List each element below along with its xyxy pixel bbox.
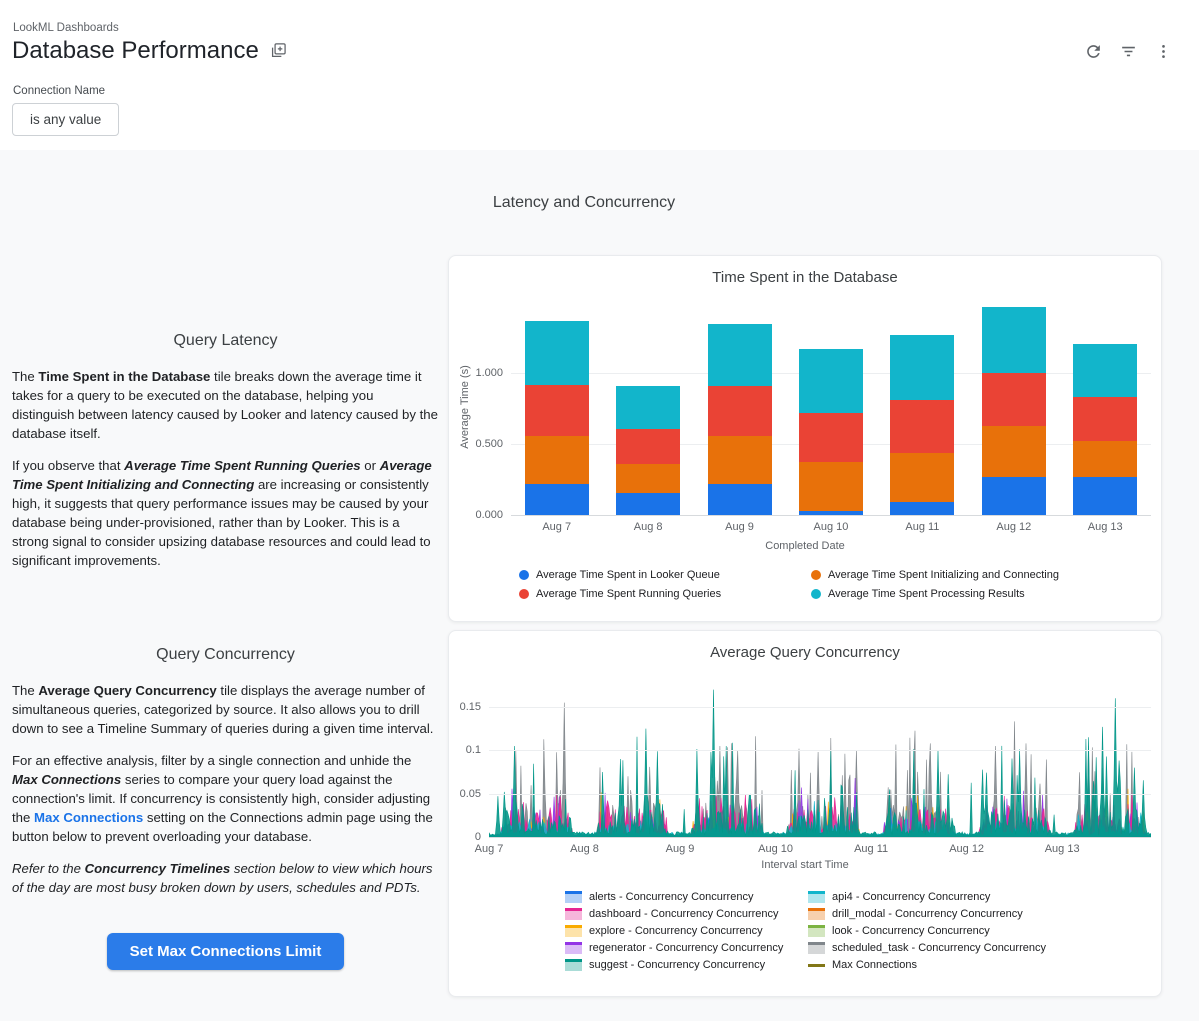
legend-swatch-icon (565, 942, 582, 954)
set-max-connections-button[interactable]: Set Max Connections Limit (107, 933, 345, 970)
area-chart-plot[interactable] (489, 687, 1151, 837)
x-tick-label: Aug 8 (570, 843, 599, 855)
x-tick-label: Aug 13 (1087, 521, 1123, 533)
text-run: or (360, 458, 380, 473)
legend-dot-icon (811, 570, 821, 580)
bar-segment[interactable] (982, 307, 1046, 372)
text-run: Average Time Spent Running Queries (124, 458, 361, 473)
bar-segment[interactable] (890, 502, 954, 515)
copy-dashboard-icon[interactable] (268, 41, 288, 61)
bar-Aug 7[interactable] (525, 321, 589, 515)
gridline (489, 750, 1151, 751)
y-tick-label: 0.000 (475, 509, 503, 521)
legend-item[interactable] (811, 588, 1059, 600)
bar-segment[interactable] (1073, 397, 1137, 441)
cta-wrap (12, 933, 439, 970)
x-tick-label: Aug 11 (905, 521, 940, 533)
text-run: The (12, 683, 39, 698)
bar-segment[interactable] (890, 453, 954, 503)
text-run: tile breaks down the average time it takes for a query to be executed on the database, helping you distinguish between latency caused by Looker and latency caused by the database itself. (12, 369, 438, 441)
x-axis-ticks (511, 521, 1151, 533)
legend-item[interactable] (519, 588, 811, 600)
text-run: Average Query Concurrency (38, 683, 217, 698)
legend-item[interactable] (565, 959, 808, 971)
concurrency-chart-card (448, 630, 1162, 997)
bar-segment[interactable] (708, 324, 772, 386)
bar-slot (785, 301, 876, 515)
legend-item[interactable] (519, 569, 811, 581)
legend-item[interactable] (565, 891, 808, 903)
x-axis-label: Interval start Time (761, 859, 849, 871)
query-concurrency-body (12, 681, 439, 897)
y-tick-label: 0.1 (465, 744, 481, 757)
query-latency-tile (12, 332, 439, 583)
legend-item[interactable] (565, 925, 808, 937)
bar-segment[interactable] (616, 464, 680, 493)
x-tick-label: Aug 10 (813, 521, 849, 533)
title-row (12, 37, 288, 65)
paragraph (12, 681, 439, 738)
text-run: For an effective analysis, filter by a single connection and unhide the (12, 753, 412, 768)
chart-legend (565, 891, 1046, 971)
text-run: The (12, 369, 39, 384)
text-run: Average Time Spent Initializing and Connecting (12, 458, 432, 492)
legend-swatch-icon (565, 925, 582, 937)
gridline (489, 707, 1151, 708)
x-tick-label: Aug 7 (474, 843, 504, 855)
page-title: Database Performance (12, 37, 259, 64)
text-run: Refer to the (12, 861, 85, 876)
text-run: Concurrency Timelines (84, 861, 231, 876)
legend-label: Average Time Spent in Looker Queue (536, 569, 720, 581)
legend-label: api4 - Concurrency Concurrency (832, 891, 991, 903)
y-tick-label: 1.000 (475, 367, 503, 380)
x-tick-label: Aug 7 (542, 521, 572, 533)
text-run: are increasing or consistently high, it suggests that query performance issues may be caused by your database being under-provisioned, rather than by Looker. This is a strong signal to consider upsizing database resources and could lead to significant improvements. (12, 477, 431, 568)
max-connections-link[interactable]: Max Connections (34, 810, 144, 825)
filter-icon[interactable] (1119, 42, 1138, 61)
bar-Aug 13[interactable] (1073, 344, 1137, 515)
gridline (489, 794, 1151, 795)
bar-Aug 12[interactable] (982, 307, 1046, 515)
legend-item[interactable] (565, 942, 808, 954)
bar-segment[interactable] (708, 386, 772, 436)
bar-slot (877, 301, 968, 515)
chart-title: Time Spent in the Database (712, 269, 898, 286)
bar-segment[interactable] (890, 400, 954, 452)
header-actions (1084, 42, 1173, 61)
chart-legend (519, 569, 1059, 600)
x-tick-label: Aug 13 (1044, 843, 1080, 855)
chart-title: Average Query Concurrency (710, 644, 900, 661)
x-tick-label: Aug 12 (996, 521, 1032, 533)
y-tick-label: 0.15 (459, 700, 481, 713)
bar-segment[interactable] (616, 493, 680, 515)
gridline (489, 837, 1151, 838)
legend-swatch-icon (808, 964, 825, 967)
legend-dot-icon (811, 589, 821, 599)
legend-swatch-icon (808, 942, 825, 954)
bar-segment[interactable] (1073, 477, 1137, 515)
bar-slot (694, 301, 785, 515)
bar-segment[interactable] (799, 462, 863, 511)
query-latency-body (12, 367, 439, 570)
legend-label: suggest - Concurrency Concurrency (589, 959, 766, 971)
section-heading: Latency and Concurrency (492, 194, 676, 211)
legend-label: Average Time Spent Initializing and Connecting (828, 569, 1059, 581)
text-run: If you observe that (12, 458, 125, 473)
bar-segment[interactable] (525, 484, 589, 515)
bar-Aug 9[interactable] (708, 324, 772, 515)
text-run: series to compare your query load against the connection's limit. If concurrency is consistently high, consider adjusting the (12, 772, 431, 825)
x-tick-label: Aug 11 (854, 843, 889, 855)
bar-segment[interactable] (982, 426, 1046, 477)
bar-segment[interactable] (525, 436, 589, 484)
legend-swatch-icon (565, 908, 582, 920)
kebab-menu-icon[interactable] (1154, 42, 1173, 61)
bar-segment[interactable] (525, 321, 589, 385)
dashboard-area (0, 150, 1199, 1021)
bar-slot (511, 301, 602, 515)
breadcrumb[interactable]: LookML Dashboards (13, 22, 119, 34)
area-series-api4[interactable] (489, 801, 1151, 837)
refresh-icon[interactable] (1084, 42, 1103, 61)
bar-segment[interactable] (799, 511, 863, 515)
bar-chart-plot[interactable] (511, 301, 1151, 515)
legend-swatch-icon (808, 908, 825, 920)
bar-segment[interactable] (799, 349, 863, 413)
legend-label: explore - Concurrency Concurrency (589, 925, 763, 937)
time-spent-chart-card (448, 255, 1162, 622)
legend-item[interactable] (808, 925, 1046, 937)
legend-label: dashboard - Concurrency Concurrency (589, 908, 779, 920)
y-axis-label: Average Time (s) (459, 365, 471, 449)
legend-label: Average Time Spent Running Queries (536, 588, 722, 600)
bar-Aug 10[interactable] (799, 349, 863, 515)
legend-label: regenerator - Concurrency Concurrency (589, 942, 784, 954)
area-chart-svg[interactable] (489, 687, 1151, 837)
bar-Aug 11[interactable] (890, 335, 954, 515)
legend-item[interactable] (808, 942, 1046, 954)
legend-item[interactable] (808, 959, 1046, 971)
x-tick-label: Aug 8 (633, 521, 663, 533)
connection-name-filter[interactable]: is any value (12, 103, 119, 136)
paragraph (12, 367, 439, 443)
legend-swatch-icon (565, 959, 582, 971)
bar-segment[interactable] (616, 386, 680, 429)
legend-label: look - Concurrency Concurrency (832, 925, 990, 937)
bar-segment[interactable] (890, 335, 954, 400)
bar-Aug 8[interactable] (616, 386, 680, 515)
text-run: setting on the Connections admin page using the button below to prevent overloading your database. (12, 810, 433, 844)
legend-label: alerts - Concurrency Concurrency (589, 891, 754, 903)
x-tick-label: Aug 9 (725, 521, 754, 533)
bar-segment[interactable] (1073, 344, 1137, 398)
area-series-scheduled_task[interactable] (489, 703, 1151, 837)
query-latency-heading: Query Latency (173, 332, 278, 349)
legend-item[interactable] (565, 908, 808, 920)
legend-label: Max Connections (832, 959, 917, 971)
legend-dot-icon (519, 589, 529, 599)
bars-container (511, 301, 1151, 515)
filter-label: Connection Name (13, 85, 106, 97)
query-concurrency-heading: Query Concurrency (156, 646, 295, 663)
bar-segment[interactable] (799, 413, 863, 462)
x-axis-ticks (474, 843, 1151, 857)
paragraph (12, 456, 439, 570)
bar-slot (602, 301, 693, 515)
query-concurrency-tile (12, 646, 439, 910)
bar-segment[interactable] (982, 477, 1046, 515)
bar-segment[interactable] (708, 436, 772, 484)
bar-segment[interactable] (1073, 441, 1137, 476)
legend-swatch-icon (808, 925, 825, 937)
bar-segment[interactable] (525, 385, 589, 435)
x-axis-label: Completed Date (765, 540, 845, 552)
legend-swatch-icon (808, 891, 825, 903)
y-tick-label: 0 (474, 831, 481, 843)
x-tick-label: Aug 10 (758, 843, 794, 855)
text-run: tile displays the average number of simultaneous queries, categorized by source. It also allows you to drill down to see a Timeline Summary of queries during a given time interval. (12, 683, 434, 736)
gridline (511, 515, 1151, 516)
legend-dot-icon (519, 570, 529, 580)
paragraph (12, 751, 439, 846)
legend-item[interactable] (808, 891, 1046, 903)
bar-segment[interactable] (982, 373, 1046, 426)
bar-slot (968, 301, 1059, 515)
x-tick-label: Aug 12 (949, 843, 985, 855)
legend-item[interactable] (811, 569, 1059, 581)
legend-item[interactable] (808, 908, 1046, 920)
text-run: section below to view which hours of the day are most busy broken down by users, schedules and PDTs. (12, 861, 433, 895)
legend-label: drill_modal - Concurrency Concurrency (832, 908, 1023, 920)
legend-swatch-icon (565, 891, 582, 903)
paragraph (12, 859, 439, 897)
text-run: Max Connections (12, 772, 122, 787)
bar-segment[interactable] (616, 429, 680, 464)
legend-label: scheduled_task - Concurrency Concurrency (832, 942, 1046, 954)
x-tick-label: Aug 9 (665, 843, 695, 855)
y-tick-label: 0.05 (459, 787, 481, 800)
legend-label: Average Time Spent Processing Results (828, 588, 1025, 600)
text-run: Time Spent in the Database (38, 369, 211, 384)
y-tick-label: 0.500 (475, 438, 503, 451)
bar-slot (1060, 301, 1151, 515)
bar-segment[interactable] (708, 484, 772, 515)
